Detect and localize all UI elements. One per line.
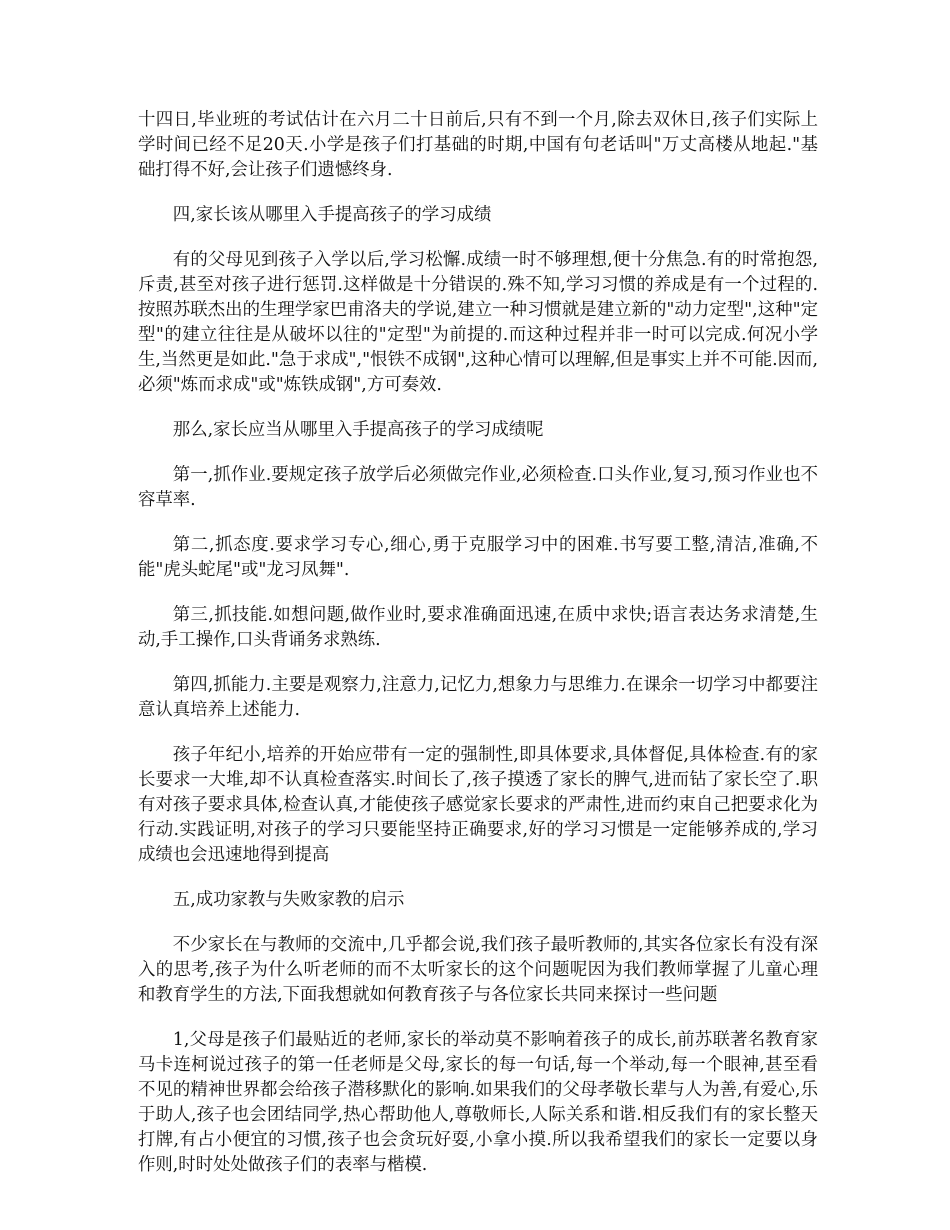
- paragraph-2: 有的父母见到孩子入学以后,学习松懈.成绩一时不够理想,便十分焦急.有的时常抱怨,斥责,甚至对孩子进行惩罚.这样做是十分错误的.殊不知,学习习惯的养成是有一个过程的.按照苏联杰出的生理学家巴甫洛夫的学说,建立一种习惯就是建立新的"动力定型",这种"定型"的建立往往是从破坏以往的"定型"为前提的.而这种过程并非一时可以完成.何况小学生,当然更是如此."急于求成","恨铁不成钢",这种心情可以理解,但是事实上并不可能.因而,必须"炼而求成"或"炼铁成钢",方可奏效.: [138, 250, 818, 395]
- paragraph-parents-teachers: 1,父母是孩子们最贴近的老师,家长的举动莫不影响着孩子的成长,前苏联著名教育家马卡连柯说过孩子的第一任老师是父母,家长的每一句话,每一个举动,每一个眼神,甚至看不见的精神世界都会给孩子潜移默化的影响.如果我们的父母孝敬长辈与人为善,有爱心,乐于助人,孩子也会团结同学,热心帮助他人,尊敬师长,人际关系和谐.相反我们有的家长整天打牌,有占小便宜的习惯,孩子也会贪玩好耍,小拿小摸.所以我希望我们的家长一定要以身作则,时时处处做孩子们的表率与楷模.: [138, 1030, 818, 1175]
- paragraph-1: 十四日,毕业班的考试估计在六月二十日前后,只有不到一个月,除去双休日,孩子们实际上学时间已经不足20天.小学是孩子们打基础的时期,中国有句老话叫"万丈高楼从地起."基础打得不好,会让孩子们遗憾终身.: [138, 110, 818, 180]
- paragraph-first: 第一,抓作业.要规定孩子放学后必须做完作业,必须检查.口头作业,复习,预习作业也不容草率.: [138, 465, 818, 510]
- paragraph-second: 第二,抓态度.要求学习专心,细心,勇于克服学习中的困难.书写要工整,清洁,准确,不能"虎头蛇尾"或"龙习凤舞".: [138, 535, 818, 580]
- section-heading-5: 五,成功家教与失败家教的启示: [172, 890, 405, 910]
- document-page: [138, 108, 818, 1198]
- sub-heading: 那么,家长应当从哪里入手提高孩子的学习成绩呢: [172, 420, 544, 440]
- paragraph-third: 第三,抓技能.如想问题,做作业时,要求准确面迅速,在质中求快;语言表达务求清楚,生动,手工操作,口头背诵务求熟练.: [138, 605, 818, 650]
- paragraph-child-age: 孩子年纪小,培养的开始应带有一定的强制性,即具体要求,具体督促,具体检查.有的家长要求一大堆,却不认真检查落实.时间长了,孩子摸透了家长的脾气,进而钻了家长空了.职有对孩子要求具体,检查认真,才能使孩子感觉家长要求的严肃性,进而约束自己把要求化为行动.实践证明,对孩子的学习只要能坚持正确要求,好的学习习惯是一定能够养成的,学习成绩也会迅速地得到提高: [138, 745, 818, 865]
- paragraph-teacher-exchange: 不少家长在与教师的交流中,几乎都会说,我们孩子最听教师的,其实各位家长有没有深入的思考,孩子为什么听老师的而不太听家长的这个问题呢因为我们教师掌握了儿童心理和教育学生的方法,下面我想就如何教育孩子与各位家长共同来探讨一些问题: [138, 935, 818, 1005]
- paragraph-fourth: 第四,抓能力.主要是观察力,注意力,记忆力,想象力与思维力.在课余一切学习中都要注意认真培养上述能力.: [138, 675, 818, 720]
- section-heading-4: 四,家长该从哪里入手提高孩子的学习成绩: [172, 205, 492, 225]
